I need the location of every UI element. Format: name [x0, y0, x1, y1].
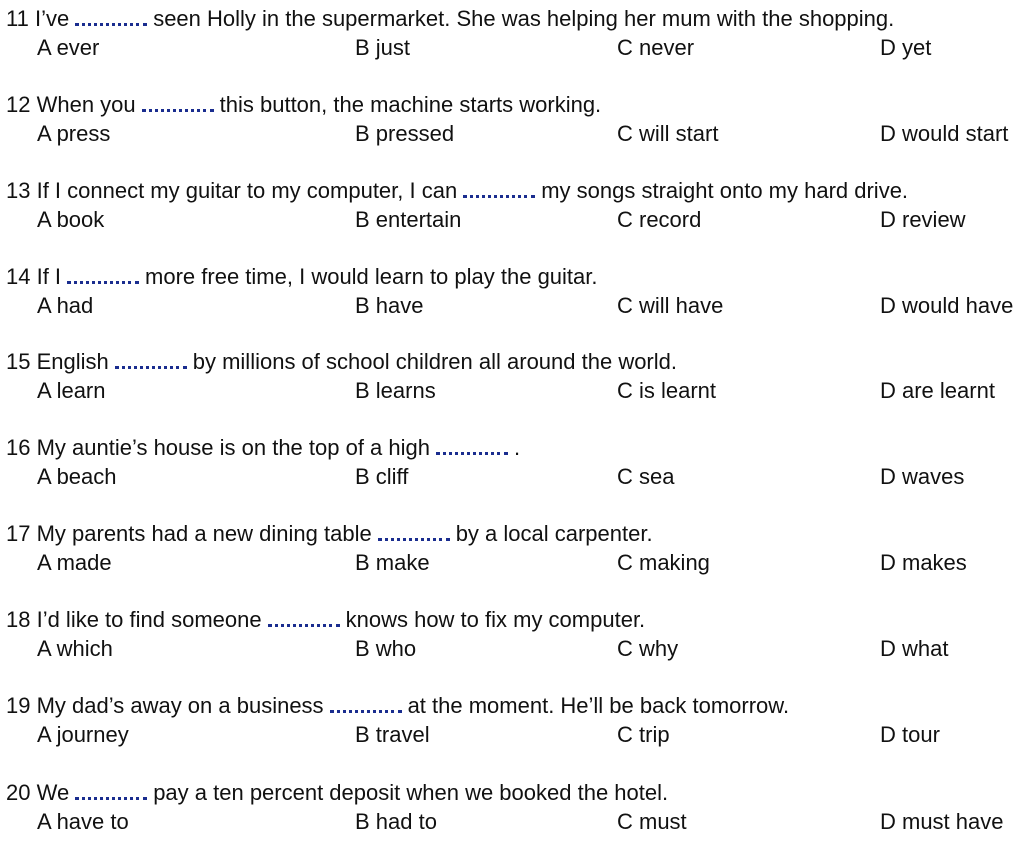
options-row	[6, 808, 1024, 836]
answer-blank	[67, 263, 139, 284]
stem-after: this button, the machine starts working.	[219, 92, 602, 117]
answer-blank	[378, 520, 450, 541]
option-c: C sea	[617, 464, 675, 489]
options-row	[6, 549, 1024, 577]
answer-blank	[330, 692, 402, 713]
stem-after: my songs straight onto my hard drive.	[541, 178, 909, 203]
option-c: C why	[617, 636, 679, 661]
option-b: B who	[355, 636, 417, 661]
question-stem	[6, 177, 908, 205]
option-a: A learn	[37, 378, 106, 403]
option-d: D waves	[880, 464, 965, 489]
stem-after: pay a ten percent deposit when we booked the hotel.	[153, 780, 669, 805]
stem-before: 15 English	[6, 349, 109, 374]
option-d: D must have	[880, 809, 1004, 834]
question-stem	[6, 520, 653, 548]
option-a: A which	[37, 636, 113, 661]
stem-after: by millions of school children all around the world.	[192, 349, 677, 374]
option-a: A press	[37, 121, 111, 146]
option-a: A book	[37, 207, 105, 232]
stem-before: 16 My auntie’s house is on the top of a high	[6, 435, 430, 460]
option-d: D makes	[880, 550, 967, 575]
question-stem	[6, 91, 601, 119]
option-a: A ever	[37, 35, 100, 60]
option-a: A had	[37, 293, 94, 318]
option-b: B learns	[355, 378, 436, 403]
stem-after: by a local carpenter.	[455, 521, 653, 546]
question-stem	[6, 692, 789, 720]
option-d: D would start	[880, 121, 1009, 146]
option-c: C will have	[617, 293, 724, 318]
option-b: B just	[355, 35, 411, 60]
stem-after: at the moment. He’ll be back tomorrow.	[407, 693, 790, 718]
option-c: C must	[617, 809, 687, 834]
answer-blank	[463, 177, 535, 198]
question-16	[6, 434, 1024, 494]
option-a: A have to	[37, 809, 129, 834]
option-c: C record	[617, 207, 702, 232]
option-c: C will start	[617, 121, 719, 146]
option-b: B entertain	[355, 207, 462, 232]
option-b: B travel	[355, 722, 430, 747]
option-b: B cliff	[355, 464, 409, 489]
options-row	[6, 206, 1024, 234]
question-18	[6, 606, 1024, 666]
answer-blank	[115, 348, 187, 369]
answer-blank	[75, 779, 147, 800]
option-d: D what	[880, 636, 949, 661]
question-20	[6, 779, 1024, 839]
question-stem	[6, 5, 894, 33]
stem-before: 20 We	[6, 780, 70, 805]
option-c: C never	[617, 35, 695, 60]
stem-before: 11 I’ve	[6, 6, 70, 31]
options-row	[6, 292, 1024, 320]
option-d: D are learnt	[880, 378, 995, 403]
option-a: A journey	[37, 722, 129, 747]
answer-blank	[268, 606, 340, 627]
options-row	[6, 120, 1024, 148]
stem-after: more free time, I would learn to play the guitar.	[145, 264, 598, 289]
answer-blank	[75, 5, 147, 26]
stem-after: seen Holly in the supermarket. She was helping her mum with the shopping.	[153, 6, 895, 31]
options-row	[6, 635, 1024, 663]
question-11	[6, 5, 1024, 65]
option-c: C trip	[617, 722, 670, 747]
options-row	[6, 34, 1024, 62]
option-a: A beach	[37, 464, 117, 489]
option-d: D yet	[880, 35, 932, 60]
question-12	[6, 91, 1024, 151]
stem-before: 14 If I	[6, 264, 62, 289]
question-stem	[6, 263, 598, 291]
options-row	[6, 721, 1024, 749]
question-stem	[6, 434, 520, 462]
stem-before: 13 If I connect my guitar to my computer, I can	[6, 178, 458, 203]
option-d: D would have	[880, 293, 1014, 318]
option-b: B pressed	[355, 121, 455, 146]
option-c: C making	[617, 550, 710, 575]
question-stem	[6, 348, 677, 376]
question-stem	[6, 779, 668, 807]
answer-blank	[436, 434, 508, 455]
option-d: D review	[880, 207, 966, 232]
option-b: B have	[355, 293, 424, 318]
stem-before: 17 My parents had a new dining table	[6, 521, 372, 546]
question-14	[6, 263, 1024, 323]
stem-before: 18 I’d like to find someone	[6, 607, 262, 632]
options-row	[6, 377, 1024, 405]
option-a: A made	[37, 550, 112, 575]
stem-before: 12 When you	[6, 92, 136, 117]
question-15	[6, 348, 1024, 408]
question-19	[6, 692, 1024, 752]
option-b: B make	[355, 550, 430, 575]
question-13	[6, 177, 1024, 237]
question-17	[6, 520, 1024, 580]
option-d: D tour	[880, 722, 940, 747]
stem-before: 19 My dad’s away on a business	[6, 693, 324, 718]
option-b: B had to	[355, 809, 437, 834]
options-row	[6, 463, 1024, 491]
question-stem	[6, 606, 645, 634]
stem-after: knows how to fix my computer.	[345, 607, 646, 632]
stem-after: .	[514, 435, 521, 460]
answer-blank	[142, 91, 214, 112]
option-c: C is learnt	[617, 378, 717, 403]
